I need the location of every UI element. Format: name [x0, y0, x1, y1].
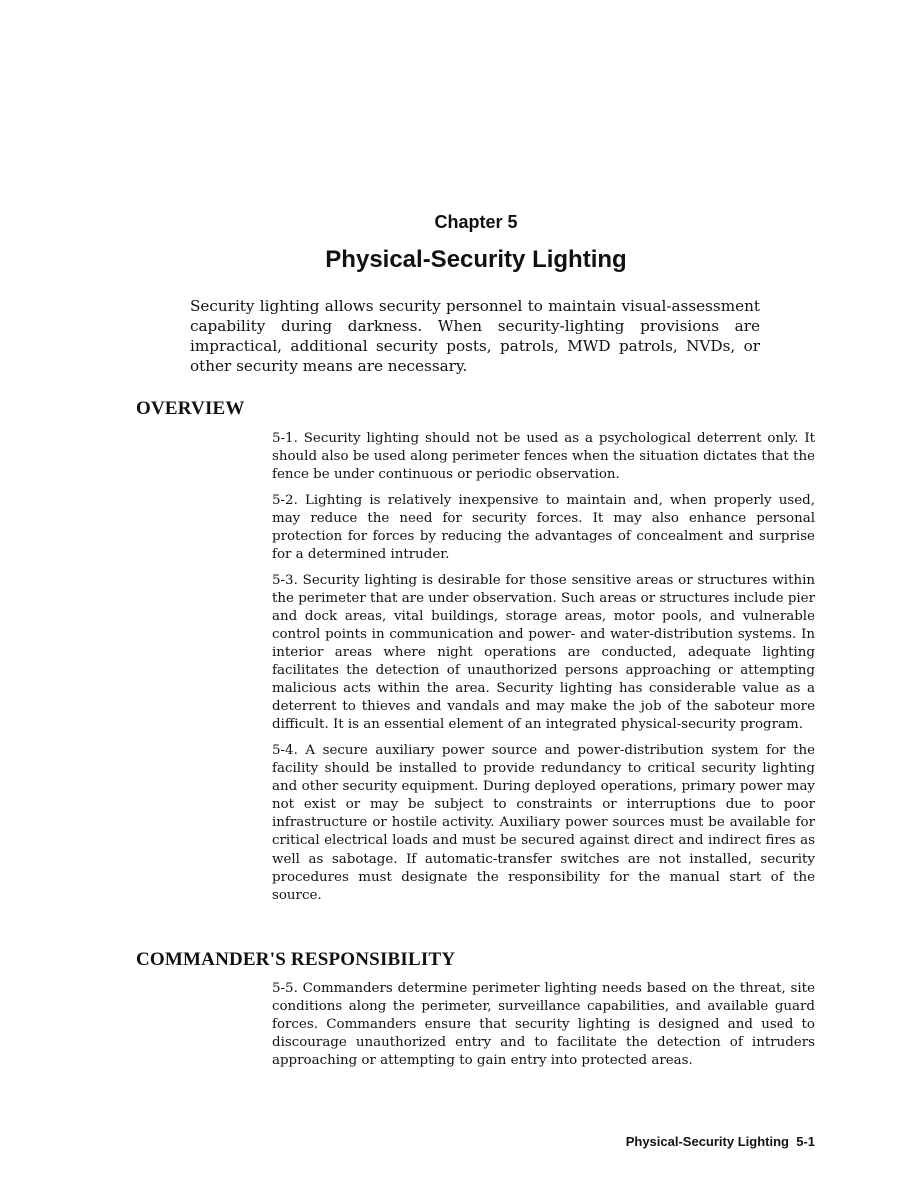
page-number: 5-1 [796, 1134, 815, 1149]
chapter-title: Physical-Security Lighting [325, 246, 627, 273]
page-footer [626, 1134, 815, 1149]
intro-paragraph: Security lighting allows security personnel to maintain visual-assessment capability during darkness. When security-lighting provisions are impractical, additional security posts, patrols, MWD patrols, NVDs, or other security means are necessary. [190, 297, 760, 375]
paragraph-5-3: 5-3. Security lighting is desirable for those sensitive areas or structures within the perimeter that are under observation. Such areas or structures include pier and dock areas, vital buildings, storage areas, motor pools, and vulnerable control points in communication and power- and water-distribution systems. In interior areas where night operations are conducted, adequate lighting facilitates the detection of unauthorized persons approaching or attempting malicious acts within the area. Security lighting has considerable value as a deterrent to thieves and vandals and may make the job of the saboteur more difficult. It is an essential element of an integrated physical-security program. [272, 572, 815, 733]
chapter-label: Chapter 5 [434, 212, 518, 232]
section-heading-commanders-responsibility: COMMANDER'S RESPONSIBILITY [136, 949, 456, 970]
overview-body [272, 430, 815, 912]
paragraph-5-4: 5-4. A secure auxiliary power source and power-distribution system for the facility should be installed to provide redundancy to critical security lighting and other security equipment. During deployed operations, primary power may not exist or may be subject to constraints or interruptions due to poor infrastructure or hostile activity. Auxiliary power sources must be available for critical electrical loads and must be secured against direct and indirect fires as well as sabotage. If automatic-transfer switches are not installed, security procedures must designate the responsibility for the manual start of the source. [272, 743, 815, 903]
paragraph-5-5: 5-5. Commanders determine perimeter lighting needs based on the threat, site conditions along the perimeter, surveillance capabilities, and available guard forces. Commanders ensure that security lighting is designed and used to discourage unauthorized entry and to facilitate the detection of intruders approaching or attempting to gain entry into protected areas. [272, 981, 815, 1069]
paragraph-5-1: 5-1. Security lighting should not be used as a psychological deterrent only. It should also be used along perimeter fences when the situation dictates that the fence be under continuous or periodic observation. [272, 431, 815, 483]
paragraph-5-2: 5-2. Lighting is relatively inexpensive to maintain and, when properly used, may reduce the need for security forces. It may also enhance personal protection for forces by reducing the advantages of concealment and surprise for a determined intruder. [272, 492, 815, 563]
section-heading-overview: OVERVIEW [136, 398, 245, 419]
commanders-responsibility-body [272, 980, 815, 1078]
footer-title: Physical-Security Lighting [625, 1134, 789, 1149]
